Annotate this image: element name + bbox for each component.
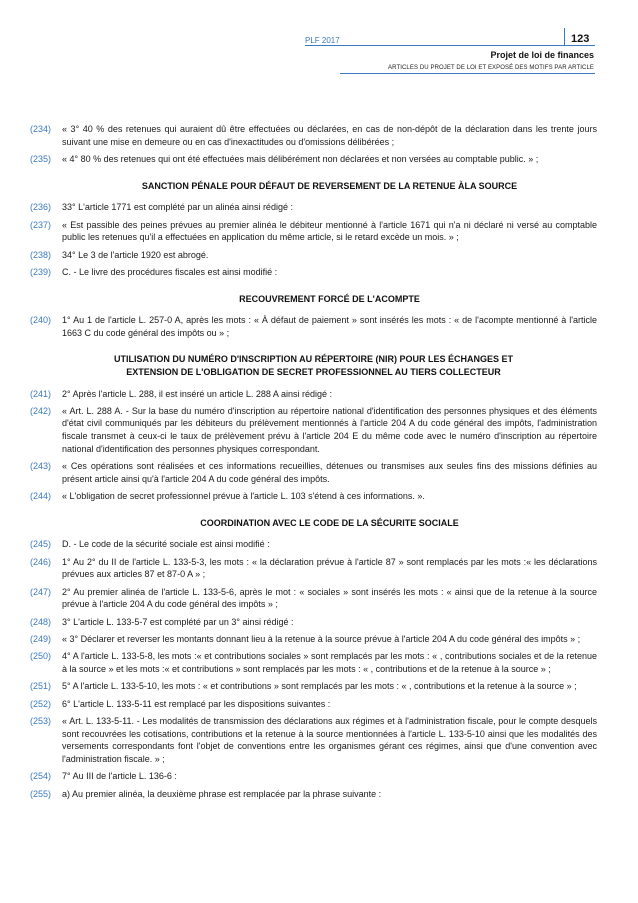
paragraph-text: 1° Au 1 de l'article L. 257-0 A, après les mots : « À défaut de paiement » sont insérés les mots : « de l'acompte mentionné à l'article 1663 C du code général des impôts ou » ; [62, 315, 597, 338]
paragraph-number: (251) [30, 681, 52, 692]
paragraph [30, 314, 597, 339]
paragraph-text: 34° Le 3 de l'article 1920 est abrogé. [62, 249, 209, 260]
paragraph-text: « 3° 40 % des retenues qui auraient dû être effectuées ou déclarées, en cas de non-dépôt de la déclaration dans les trente jours suivant une mise en demeure ou en cas d'inexactitudes ou d'omissions délibérées ; [62, 124, 597, 147]
section-heading: RECOUVREMENT FORCÉ DE L'ACOMPTE [239, 293, 420, 304]
paragraph-number: (255) [30, 788, 52, 799]
paragraph-text: 2° Après l'article L. 288, il est inséré un article L. 288 A ainsi rédigé : [62, 388, 332, 399]
paragraph [30, 460, 597, 485]
paragraph-number: (240) [30, 315, 52, 326]
paragraph [30, 266, 597, 279]
paragraph-text: « 3° Déclarer et reverser les montants donnant lieu à la retenue à la source prévue à l'article 204 A du code général des impôts » ; [62, 633, 581, 644]
paragraph-number: (248) [30, 616, 52, 627]
header-rule [305, 45, 595, 46]
paragraph [30, 123, 597, 148]
paragraph [30, 201, 597, 214]
paragraph-number: (246) [30, 556, 52, 567]
paragraph-number: (245) [30, 539, 52, 550]
document-subtitle: ARTICLES DU PROJET DE LOI ET EXPOSÉ DES MOTIFS PAR ARTICLE [388, 65, 594, 71]
paragraph-number: (241) [30, 388, 52, 399]
paragraph-text: 5° A l'article L. 133-5-10, les mots : « et contributions » sont remplacés par les mots : « , contributions et la retenue à la source » ; [62, 681, 577, 692]
document-body [30, 123, 597, 805]
section-heading: UTILISATION DU NUMÉRO D'INSCRIPTION AU RÉPERTOIRE (NIR) POUR LES ÉCHANGES ET EXTENSION DE L'OBLIGATION DE SECRET PROFESSIONNEL AU TIERS COLLECTEUR [114, 354, 513, 377]
paragraph-number: (254) [30, 771, 52, 782]
paragraph-text: 33° L'article 1771 est complété par un alinéa ainsi rédigé : [62, 202, 293, 213]
paragraph-text: C. - Le livre des procédures fiscales est ainsi modifié : [62, 266, 278, 277]
paragraph [30, 490, 597, 503]
paragraph-text: a) Au premier alinéa, la deuxième phrase est remplacée par la phrase suivante : [62, 788, 382, 799]
paragraph [30, 616, 597, 629]
header-vertical-rule [564, 28, 565, 45]
paragraph-number: (252) [30, 698, 52, 709]
paragraph [30, 650, 597, 675]
paragraph-number: (243) [30, 461, 52, 472]
paragraph [30, 249, 597, 262]
paragraph-text: 7° Au III de l'article L. 136-6 : [62, 771, 177, 782]
paragraph [30, 556, 597, 581]
paragraph-text: « Art. L. 288 A. - Sur la base du numéro d'inscription au répertoire national d'identification des personnes physiques et des éléments d'état civil communiqués par les débiteurs du prélèvement mentionnés à l'article 204 A du code général des impôts, l'administration fiscale transmet à ceux-ci le taux de prélèvement prévu à l'article 204 E du même code avec le numéro d'inscription au répertoire national d'identification des personnes physiques correspondant. [62, 405, 597, 454]
paragraph-number: (253) [30, 716, 52, 727]
paragraph [30, 388, 597, 401]
plf-label: PLF 2017 [305, 36, 340, 45]
paragraph [30, 538, 597, 551]
paragraph-text: 2° Au premier alinéa de l'article L. 133-5-6, après le mot : « sociales » sont insérés les mots : « ainsi que de la retenue à la source prévue à l'article 204 A du code général des impôts » ; [62, 586, 597, 610]
paragraph-number: (237) [30, 219, 52, 230]
paragraph [30, 405, 597, 455]
paragraph-text: 6° L'article L. 133-5-11 est remplacé par les dispositions suivantes : [62, 698, 331, 709]
paragraph-number: (236) [30, 202, 52, 213]
section-heading: COORDINATION AVEC LE CODE DE LA SÉCURITE SOCIALE [200, 517, 459, 528]
paragraph [30, 633, 597, 646]
paragraph-text: 3° L'article L. 133-5-7 est complété par un 3° ainsi rédigé : [62, 616, 294, 627]
page-number: 123 [571, 33, 590, 45]
paragraph [30, 698, 597, 711]
paragraph-number: (238) [30, 249, 52, 260]
paragraph [30, 715, 597, 765]
paragraph-text: D. - Le code de la sécurité sociale est ainsi modifié : [62, 539, 270, 550]
paragraph [30, 770, 597, 783]
paragraph-text: « Art. L. 133-5-11. - Les modalités de transmission des déclarations aux régimes et à l'administration fiscale, pour le compte desquels sont recouvrées les cotisations, contributions et la retenue à la source mentionnées à l'article L. 133-5-10 ainsi que les modalités des versements correspondants font l'objet de conventions entre les organismes gérant ces régimes, ainsi que d'une convention avec l'administration fiscale. » ; [62, 716, 597, 764]
paragraph-number: (249) [30, 633, 52, 644]
page-header [0, 0, 638, 80]
section-heading: SANCTION PÉNALE POUR DÉFAUT DE REVERSEMENT DE LA RETENUE ÀLA SOURCE [141, 180, 518, 191]
paragraph-number: (247) [30, 586, 52, 597]
document-title: Projet de loi de finances [490, 50, 594, 60]
paragraph [30, 153, 597, 166]
paragraph-number: (244) [30, 491, 52, 502]
paragraph-text: « 4° 80 % des retenues qui ont été effectuées mais délibérément non déclarées et non versées au comptable public. » ; [62, 153, 539, 164]
subtitle-rule [340, 73, 595, 74]
paragraph-text: 4° A l'article L. 133-5-8, les mots :« et contributions sociales » sont remplacés par les mots : « , contributions sociales et de la retenue à la source » et les mots :« et contributions » sont remplacés par les mots : « , contributions et de la retenue à la source » ; [62, 651, 597, 674]
paragraph-number: (242) [30, 405, 52, 416]
paragraph-number: (234) [30, 124, 52, 134]
paragraph-number: (235) [30, 153, 52, 164]
paragraph-text: « Est passible des peines prévues au premier alinéa le débiteur mentionné à l'article 1671 qui n'a ni déclaré ni versé au comptable public les retenues qu'il a effectuées en application du même article, si le retard excède un mois. » ; [62, 219, 597, 243]
paragraph-number: (239) [30, 266, 52, 277]
paragraph-text: « L'obligation de secret professionnel prévue à l'article L. 103 s'étend à ces informations. ». [62, 491, 425, 502]
paragraph-text: « Ces opérations sont réalisées et ces informations recueillies, détenues ou transmises aux seules fins des missions définies au présent article ainsi qu'à l'article 204 A du code général des impôts. [62, 461, 597, 484]
paragraph [30, 788, 597, 801]
paragraph-text: 1° Au 2° du II de l'article L. 133-5-3, les mots : « la déclaration prévue à l'article 87 » sont remplacés par les mots :« les déclarations prévues aux articles 87 et 87-0 A » ; [62, 556, 597, 580]
paragraph [30, 586, 597, 611]
paragraph [30, 680, 597, 693]
paragraph-number: (250) [30, 651, 52, 662]
paragraph [30, 219, 597, 244]
